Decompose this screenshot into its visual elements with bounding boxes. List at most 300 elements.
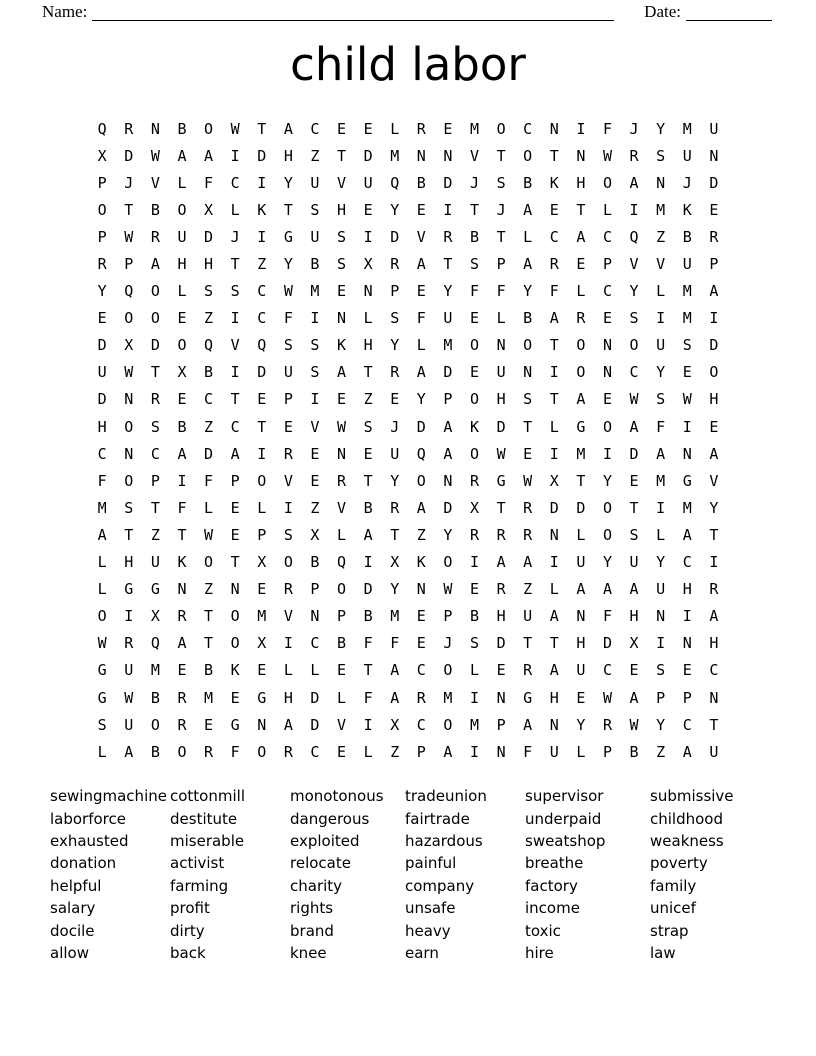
grid-letter: S bbox=[97, 715, 107, 734]
grid-letter: E bbox=[337, 742, 347, 761]
word-item: allow bbox=[50, 944, 89, 963]
grid-letter: O bbox=[283, 553, 293, 572]
grid-letter: T bbox=[496, 146, 506, 165]
grid-letter: Z bbox=[390, 742, 400, 761]
grid-letter: E bbox=[310, 471, 320, 490]
word-item: activist bbox=[170, 854, 225, 873]
grid-letter: P bbox=[150, 471, 160, 490]
grid-letter: A bbox=[416, 363, 426, 382]
grid-letter: S bbox=[629, 309, 639, 328]
grid-letter: H bbox=[496, 607, 506, 626]
grid-letter: G bbox=[283, 227, 293, 246]
grid-letter: H bbox=[629, 607, 639, 626]
grid-letter: I bbox=[469, 553, 479, 572]
grid-letter: D bbox=[496, 634, 506, 653]
date-blank-line bbox=[686, 3, 772, 21]
grid-letter: E bbox=[97, 309, 107, 328]
grid-letter: I bbox=[682, 607, 692, 626]
grid-letter: G bbox=[97, 661, 107, 680]
grid-letter: N bbox=[150, 119, 160, 138]
grid-letter: A bbox=[416, 498, 426, 517]
grid-letter: D bbox=[709, 173, 719, 192]
grid-letter: O bbox=[257, 471, 267, 490]
word-item: relocate bbox=[290, 854, 351, 873]
grid-letter: X bbox=[469, 498, 479, 517]
grid-letter: L bbox=[576, 282, 586, 301]
grid-letter: O bbox=[469, 444, 479, 463]
grid-letter: R bbox=[390, 255, 400, 274]
grid-letter: S bbox=[469, 634, 479, 653]
grid-letter: T bbox=[363, 363, 373, 382]
grid-letter: O bbox=[602, 525, 612, 544]
grid-letter: H bbox=[283, 688, 293, 707]
grid-letter: J bbox=[629, 119, 639, 138]
grid-letter: F bbox=[390, 634, 400, 653]
grid-letter: P bbox=[337, 607, 347, 626]
grid-letter: E bbox=[177, 309, 187, 328]
grid-letter: U bbox=[576, 553, 586, 572]
grid-letter: D bbox=[257, 146, 267, 165]
grid-letter: R bbox=[709, 580, 719, 599]
grid-letter: K bbox=[177, 553, 187, 572]
grid-letter: R bbox=[549, 255, 559, 274]
grid-letter: N bbox=[576, 607, 586, 626]
grid-letter: P bbox=[390, 282, 400, 301]
grid-letter: U bbox=[97, 363, 107, 382]
grid-letter: E bbox=[576, 688, 586, 707]
grid-letter: G bbox=[523, 688, 533, 707]
grid-letter: R bbox=[177, 607, 187, 626]
grid-letter: N bbox=[656, 173, 666, 192]
word-item: income bbox=[525, 899, 580, 918]
grid-letter: A bbox=[709, 607, 719, 626]
word-item: hazardous bbox=[405, 832, 483, 851]
grid-letter: E bbox=[602, 390, 612, 409]
grid-letter: I bbox=[283, 498, 293, 517]
grid-letter: R bbox=[576, 309, 586, 328]
grid-letter: T bbox=[124, 525, 134, 544]
grid-letter: O bbox=[204, 119, 214, 138]
grid-letter: R bbox=[469, 525, 479, 544]
grid-letter: R bbox=[496, 580, 506, 599]
grid-letter: I bbox=[469, 688, 479, 707]
grid-letter: C bbox=[549, 227, 559, 246]
grid-letter: E bbox=[257, 661, 267, 680]
grid-letter: X bbox=[257, 634, 267, 653]
grid-letter: A bbox=[549, 607, 559, 626]
grid-letter: L bbox=[97, 742, 107, 761]
grid-letter: W bbox=[124, 688, 134, 707]
grid-letter: C bbox=[416, 715, 426, 734]
word-item: donation bbox=[50, 854, 117, 873]
grid-letter: W bbox=[124, 227, 134, 246]
grid-letter: Y bbox=[656, 119, 666, 138]
grid-letter: N bbox=[230, 580, 240, 599]
grid-letter: O bbox=[576, 363, 586, 382]
grid-letter: L bbox=[363, 309, 373, 328]
grid-letter: N bbox=[337, 444, 347, 463]
grid-letter: P bbox=[443, 607, 453, 626]
grid-letter: Y bbox=[602, 553, 612, 572]
grid-letter: E bbox=[682, 661, 692, 680]
grid-letter: O bbox=[496, 119, 506, 138]
word-item: sewingmachine bbox=[50, 787, 167, 806]
grid-letter: G bbox=[576, 417, 586, 436]
grid-letter: R bbox=[629, 146, 639, 165]
grid-letter: T bbox=[549, 336, 559, 355]
grid-letter: H bbox=[177, 255, 187, 274]
grid-letter: P bbox=[230, 471, 240, 490]
word-item: underpaid bbox=[525, 809, 602, 828]
grid-letter: E bbox=[549, 200, 559, 219]
grid-letter: L bbox=[97, 580, 107, 599]
grid-letter: R bbox=[337, 471, 347, 490]
grid-letter: W bbox=[124, 363, 134, 382]
grid-letter: L bbox=[602, 200, 612, 219]
grid-letter: A bbox=[523, 200, 533, 219]
grid-letter: F bbox=[496, 282, 506, 301]
grid-letter: F bbox=[602, 607, 612, 626]
grid-letter: T bbox=[523, 634, 533, 653]
grid-letter: K bbox=[682, 200, 692, 219]
grid-letter: M bbox=[576, 444, 586, 463]
grid-letter: R bbox=[523, 525, 533, 544]
grid-letter: N bbox=[496, 742, 506, 761]
grid-letter: N bbox=[496, 336, 506, 355]
grid-letter: E bbox=[682, 363, 692, 382]
grid-letter: Z bbox=[656, 227, 666, 246]
grid-letter: U bbox=[390, 444, 400, 463]
grid-letter: D bbox=[97, 336, 107, 355]
grid-letter: O bbox=[177, 742, 187, 761]
grid-letter: U bbox=[177, 227, 187, 246]
grid-letter: N bbox=[416, 580, 426, 599]
grid-letter: L bbox=[576, 525, 586, 544]
grid-letter: T bbox=[363, 661, 373, 680]
grid-letter: H bbox=[682, 580, 692, 599]
grid-letter: L bbox=[416, 336, 426, 355]
name-date-row bbox=[0, 0, 816, 21]
grid-letter: O bbox=[177, 336, 187, 355]
word-item: back bbox=[170, 944, 206, 963]
grid-letter: C bbox=[310, 119, 320, 138]
grid-letter: A bbox=[177, 444, 187, 463]
grid-letter: L bbox=[496, 309, 506, 328]
grid-letter: P bbox=[709, 255, 719, 274]
grid-letter: S bbox=[204, 282, 214, 301]
grid-letter: Y bbox=[390, 580, 400, 599]
grid-letter: S bbox=[682, 336, 692, 355]
word-item: destitute bbox=[170, 809, 238, 828]
grid-letter: P bbox=[283, 390, 293, 409]
grid-letter: T bbox=[257, 119, 267, 138]
grid-letter: A bbox=[576, 580, 586, 599]
grid-letter: I bbox=[230, 309, 240, 328]
grid-letter: I bbox=[363, 553, 373, 572]
grid-letter: I bbox=[709, 309, 719, 328]
grid-letter: O bbox=[337, 580, 347, 599]
grid-letter: T bbox=[629, 498, 639, 517]
grid-letter: T bbox=[390, 525, 400, 544]
grid-letter: E bbox=[416, 607, 426, 626]
word-item: submissive bbox=[650, 787, 734, 806]
grid-letter: W bbox=[283, 282, 293, 301]
grid-letter: T bbox=[283, 200, 293, 219]
grid-letter: Z bbox=[150, 525, 160, 544]
grid-letter: U bbox=[709, 119, 719, 138]
word-item: charity bbox=[290, 876, 343, 895]
grid-letter: L bbox=[97, 553, 107, 572]
grid-letter: R bbox=[150, 227, 160, 246]
grid-letter: Q bbox=[97, 119, 107, 138]
grid-letter: V bbox=[310, 417, 320, 436]
grid-letter: O bbox=[443, 715, 453, 734]
grid-letter: N bbox=[310, 607, 320, 626]
grid-letter: H bbox=[576, 634, 586, 653]
grid-letter: G bbox=[124, 580, 134, 599]
grid-letter: S bbox=[656, 390, 666, 409]
grid-letter: P bbox=[496, 715, 506, 734]
grid-letter: A bbox=[629, 580, 639, 599]
grid-letter: Y bbox=[283, 173, 293, 192]
grid-letter: Q bbox=[337, 553, 347, 572]
grid-letter: E bbox=[416, 200, 426, 219]
puzzle-title: child labor bbox=[290, 38, 526, 91]
grid-letter: Y bbox=[390, 471, 400, 490]
grid-letter: T bbox=[549, 390, 559, 409]
grid-letter: D bbox=[576, 498, 586, 517]
grid-letter: O bbox=[97, 607, 107, 626]
grid-letter: M bbox=[443, 688, 453, 707]
grid-letter: J bbox=[469, 173, 479, 192]
grid-letter: X bbox=[549, 471, 559, 490]
grid-letter: E bbox=[709, 200, 719, 219]
grid-letter: G bbox=[230, 715, 240, 734]
word-item: exploited bbox=[290, 832, 360, 851]
grid-letter: E bbox=[629, 661, 639, 680]
grid-letter: H bbox=[97, 417, 107, 436]
grid-letter: P bbox=[602, 255, 612, 274]
word-list-column bbox=[650, 785, 770, 964]
grid-letter: C bbox=[257, 282, 267, 301]
grid-letter: A bbox=[576, 390, 586, 409]
grid-letter: I bbox=[549, 444, 559, 463]
grid-letter: N bbox=[124, 444, 134, 463]
grid-letter: G bbox=[150, 580, 160, 599]
grid-letter: E bbox=[496, 661, 506, 680]
grid-letter: F bbox=[230, 742, 240, 761]
grid-letter: E bbox=[469, 580, 479, 599]
grid-letter: N bbox=[443, 146, 453, 165]
grid-letter: I bbox=[443, 200, 453, 219]
grid-letter: K bbox=[257, 200, 267, 219]
grid-letter: T bbox=[204, 607, 214, 626]
grid-letter: N bbox=[682, 634, 692, 653]
grid-letter: Y bbox=[656, 553, 666, 572]
grid-letter: E bbox=[177, 390, 187, 409]
grid-letter: V bbox=[337, 173, 347, 192]
grid-letter: A bbox=[576, 227, 586, 246]
grid-letter: P bbox=[682, 688, 692, 707]
grid-letter: E bbox=[363, 444, 373, 463]
grid-letter: A bbox=[416, 255, 426, 274]
grid-letter: M bbox=[97, 498, 107, 517]
grid-letter: E bbox=[443, 119, 453, 138]
word-item: docile bbox=[50, 921, 95, 940]
grid-letter: U bbox=[682, 146, 692, 165]
grid-letter: X bbox=[150, 607, 160, 626]
grid-letter: Q bbox=[416, 444, 426, 463]
grid-letter: H bbox=[204, 255, 214, 274]
grid-letter: Y bbox=[390, 200, 400, 219]
grid-letter: K bbox=[469, 417, 479, 436]
grid-letter: B bbox=[523, 309, 533, 328]
grid-letter: F bbox=[177, 498, 187, 517]
grid-letter: W bbox=[629, 390, 639, 409]
grid-letter: L bbox=[469, 661, 479, 680]
grid-letter: V bbox=[337, 715, 347, 734]
grid-letter: X bbox=[363, 255, 373, 274]
word-item: fairtrade bbox=[405, 809, 470, 828]
grid-letter: D bbox=[310, 688, 320, 707]
grid-letter: L bbox=[257, 498, 267, 517]
grid-letter: S bbox=[310, 200, 320, 219]
grid-letter: I bbox=[709, 553, 719, 572]
grid-letter: M bbox=[310, 282, 320, 301]
grid-letter: L bbox=[390, 119, 400, 138]
grid-letter: D bbox=[549, 498, 559, 517]
grid-letter: S bbox=[230, 282, 240, 301]
grid-letter: B bbox=[177, 119, 187, 138]
grid-letter: C bbox=[682, 715, 692, 734]
grid-letter: C bbox=[523, 119, 533, 138]
word-item: family bbox=[650, 876, 697, 895]
grid-letter: S bbox=[656, 146, 666, 165]
grid-letter: N bbox=[549, 715, 559, 734]
grid-letter: I bbox=[682, 417, 692, 436]
grid-letter: S bbox=[283, 525, 293, 544]
grid-letter: J bbox=[443, 634, 453, 653]
grid-letter: O bbox=[629, 336, 639, 355]
grid-letter: E bbox=[230, 525, 240, 544]
grid-letter: N bbox=[523, 363, 533, 382]
grid-letter: T bbox=[443, 255, 453, 274]
grid-letter: A bbox=[523, 553, 533, 572]
grid-letter: Y bbox=[709, 498, 719, 517]
grid-letter: T bbox=[124, 200, 134, 219]
grid-letter: H bbox=[576, 173, 586, 192]
grid-letter: U bbox=[629, 553, 639, 572]
grid-letter: Z bbox=[656, 742, 666, 761]
grid-letter: X bbox=[204, 200, 214, 219]
grid-letter: W bbox=[602, 688, 612, 707]
grid-letter: R bbox=[283, 742, 293, 761]
grid-letter: N bbox=[496, 688, 506, 707]
grid-letter: I bbox=[656, 309, 666, 328]
grid-letter: U bbox=[443, 309, 453, 328]
grid-letter: R bbox=[469, 471, 479, 490]
grid-letter: O bbox=[469, 336, 479, 355]
grid-letter: L bbox=[177, 173, 187, 192]
grid-letter: U bbox=[310, 227, 320, 246]
grid-letter: W bbox=[496, 444, 506, 463]
grid-letter: T bbox=[576, 200, 586, 219]
grid-letter: O bbox=[602, 173, 612, 192]
grid-letter: D bbox=[204, 444, 214, 463]
grid-letter: R bbox=[283, 580, 293, 599]
grid-letter: R bbox=[124, 119, 134, 138]
word-item: strap bbox=[650, 921, 689, 940]
grid-letter: A bbox=[443, 444, 453, 463]
word-item: salary bbox=[50, 899, 96, 918]
grid-letter: L bbox=[363, 742, 373, 761]
grid-letter: F bbox=[656, 417, 666, 436]
grid-letter: R bbox=[177, 715, 187, 734]
word-item: poverty bbox=[650, 854, 708, 873]
grid-letter: C bbox=[204, 390, 214, 409]
grid-letter: B bbox=[177, 417, 187, 436]
grid-letter: I bbox=[549, 553, 559, 572]
grid-letter: N bbox=[656, 607, 666, 626]
grid-letter: O bbox=[443, 661, 453, 680]
grid-letter: X bbox=[310, 525, 320, 544]
grid-letter: Y bbox=[656, 715, 666, 734]
grid-letter: D bbox=[496, 417, 506, 436]
grid-letter: F bbox=[469, 282, 479, 301]
grid-letter: C bbox=[629, 363, 639, 382]
grid-letter: F bbox=[523, 742, 533, 761]
grid-letter: O bbox=[709, 363, 719, 382]
word-item: dangerous bbox=[290, 809, 370, 828]
grid-letter: S bbox=[150, 417, 160, 436]
grid-letter: B bbox=[337, 634, 347, 653]
grid-letter: A bbox=[204, 146, 214, 165]
grid-letter: F bbox=[204, 471, 214, 490]
grid-letter: I bbox=[230, 146, 240, 165]
grid-letter: Y bbox=[416, 390, 426, 409]
grid-letter: N bbox=[443, 471, 453, 490]
grid-letter: R bbox=[523, 661, 533, 680]
grid-letter: M bbox=[150, 661, 160, 680]
grid-letter: B bbox=[629, 742, 639, 761]
word-search-grid bbox=[89, 115, 727, 765]
grid-letter: M bbox=[257, 607, 267, 626]
grid-letter: D bbox=[416, 417, 426, 436]
grid-letter: R bbox=[97, 255, 107, 274]
grid-letter: W bbox=[629, 715, 639, 734]
grid-letter: E bbox=[469, 363, 479, 382]
grid-letter: N bbox=[709, 146, 719, 165]
grid-letter: E bbox=[257, 580, 267, 599]
grid-letter: S bbox=[337, 227, 347, 246]
grid-letter: S bbox=[656, 661, 666, 680]
grid-letter: E bbox=[310, 444, 320, 463]
grid-letter: Q bbox=[390, 173, 400, 192]
word-item: breathe bbox=[525, 854, 584, 873]
word-item: helpful bbox=[50, 876, 102, 895]
grid-letter: E bbox=[709, 417, 719, 436]
grid-letter: T bbox=[496, 498, 506, 517]
grid-letter: M bbox=[390, 607, 400, 626]
grid-letter: M bbox=[469, 715, 479, 734]
grid-letter: Q bbox=[150, 634, 160, 653]
grid-letter: B bbox=[363, 498, 373, 517]
grid-letter: C bbox=[416, 661, 426, 680]
grid-letter: S bbox=[363, 417, 373, 436]
grid-letter: A bbox=[656, 444, 666, 463]
grid-letter: U bbox=[124, 661, 134, 680]
grid-letter: B bbox=[523, 173, 533, 192]
